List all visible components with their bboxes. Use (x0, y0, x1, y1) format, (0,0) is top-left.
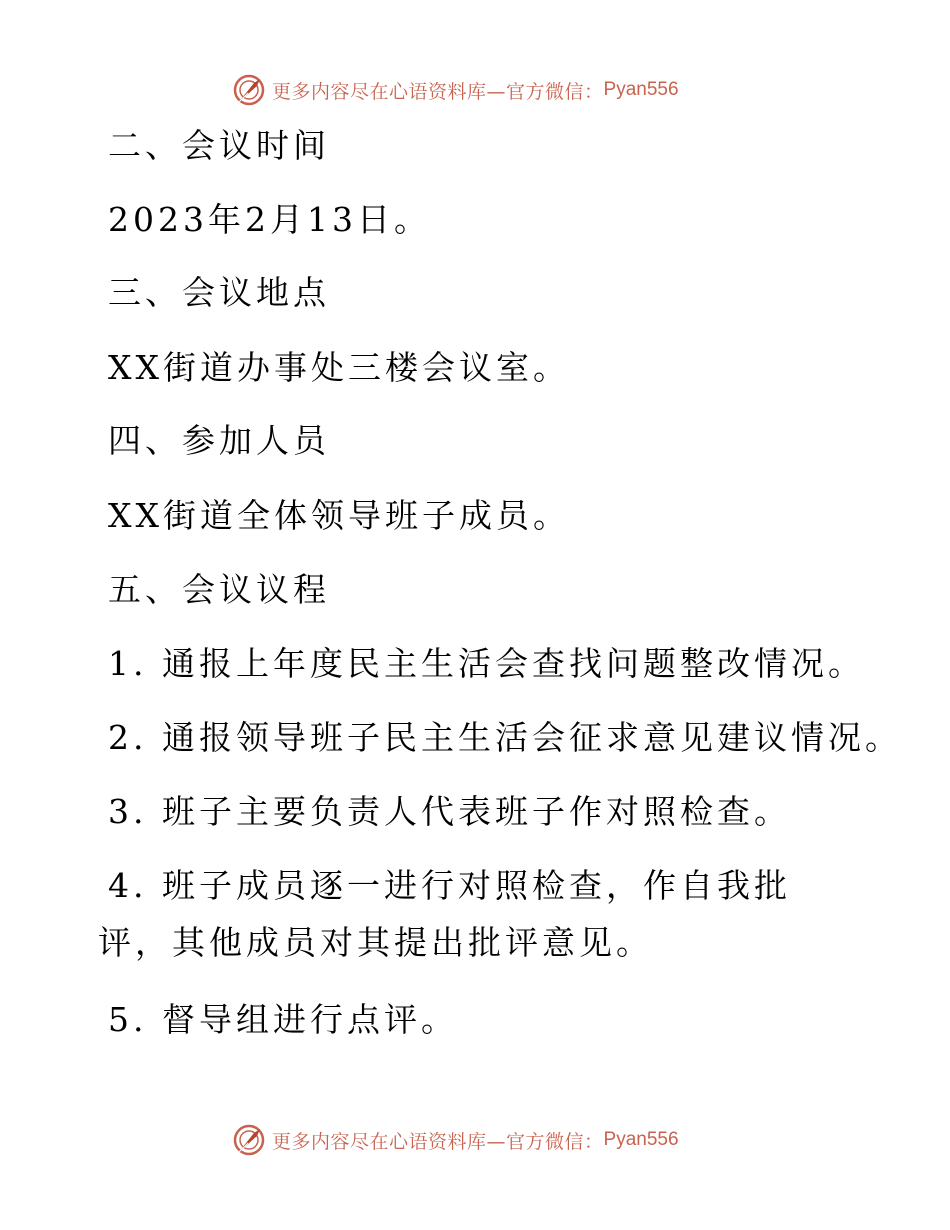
agenda-item-2: 2. 通报领导班子民主生活会征求意见建议情况。 (108, 718, 902, 757)
agenda-item-5: 5. 督导组进行点评。 (108, 1000, 458, 1039)
watermark-text: 更多内容尽在心语资料库—官方微信： (272, 1130, 604, 1153)
meeting-date: 2023年2月13日。 (108, 200, 431, 239)
meeting-attendees: XX街道全体领导班子成员。 (108, 496, 570, 535)
footer-watermark (232, 1120, 679, 1160)
agenda-item-3: 3. 班子主要负责人代表班子作对照检查。 (108, 792, 791, 831)
quill-logo-icon (232, 73, 266, 107)
watermark-wechat-id: Pyan556 (603, 1129, 679, 1150)
watermark-text: 更多内容尽在心语资料库—官方微信： (272, 80, 604, 103)
header-watermark (232, 70, 679, 110)
section-heading-location: 三、会议地点 (108, 273, 330, 312)
section-heading-agenda: 五、会议议程 (108, 570, 330, 609)
watermark-wechat-id: Pyan556 (603, 79, 679, 100)
section-heading-time: 二、会议时间 (108, 126, 330, 165)
meeting-location: XX街道办事处三楼会议室。 (108, 348, 570, 387)
quill-logo-icon (232, 1123, 266, 1157)
agenda-item-1: 1. 通报上年度民主生活会查找问题整改情况。 (108, 644, 865, 683)
section-heading-attendees: 四、参加人员 (108, 421, 330, 460)
agenda-item-4: 4. 班子成员逐一进行对照检查，作自我批评，其他成员对其提出批评意见。 (98, 866, 791, 962)
